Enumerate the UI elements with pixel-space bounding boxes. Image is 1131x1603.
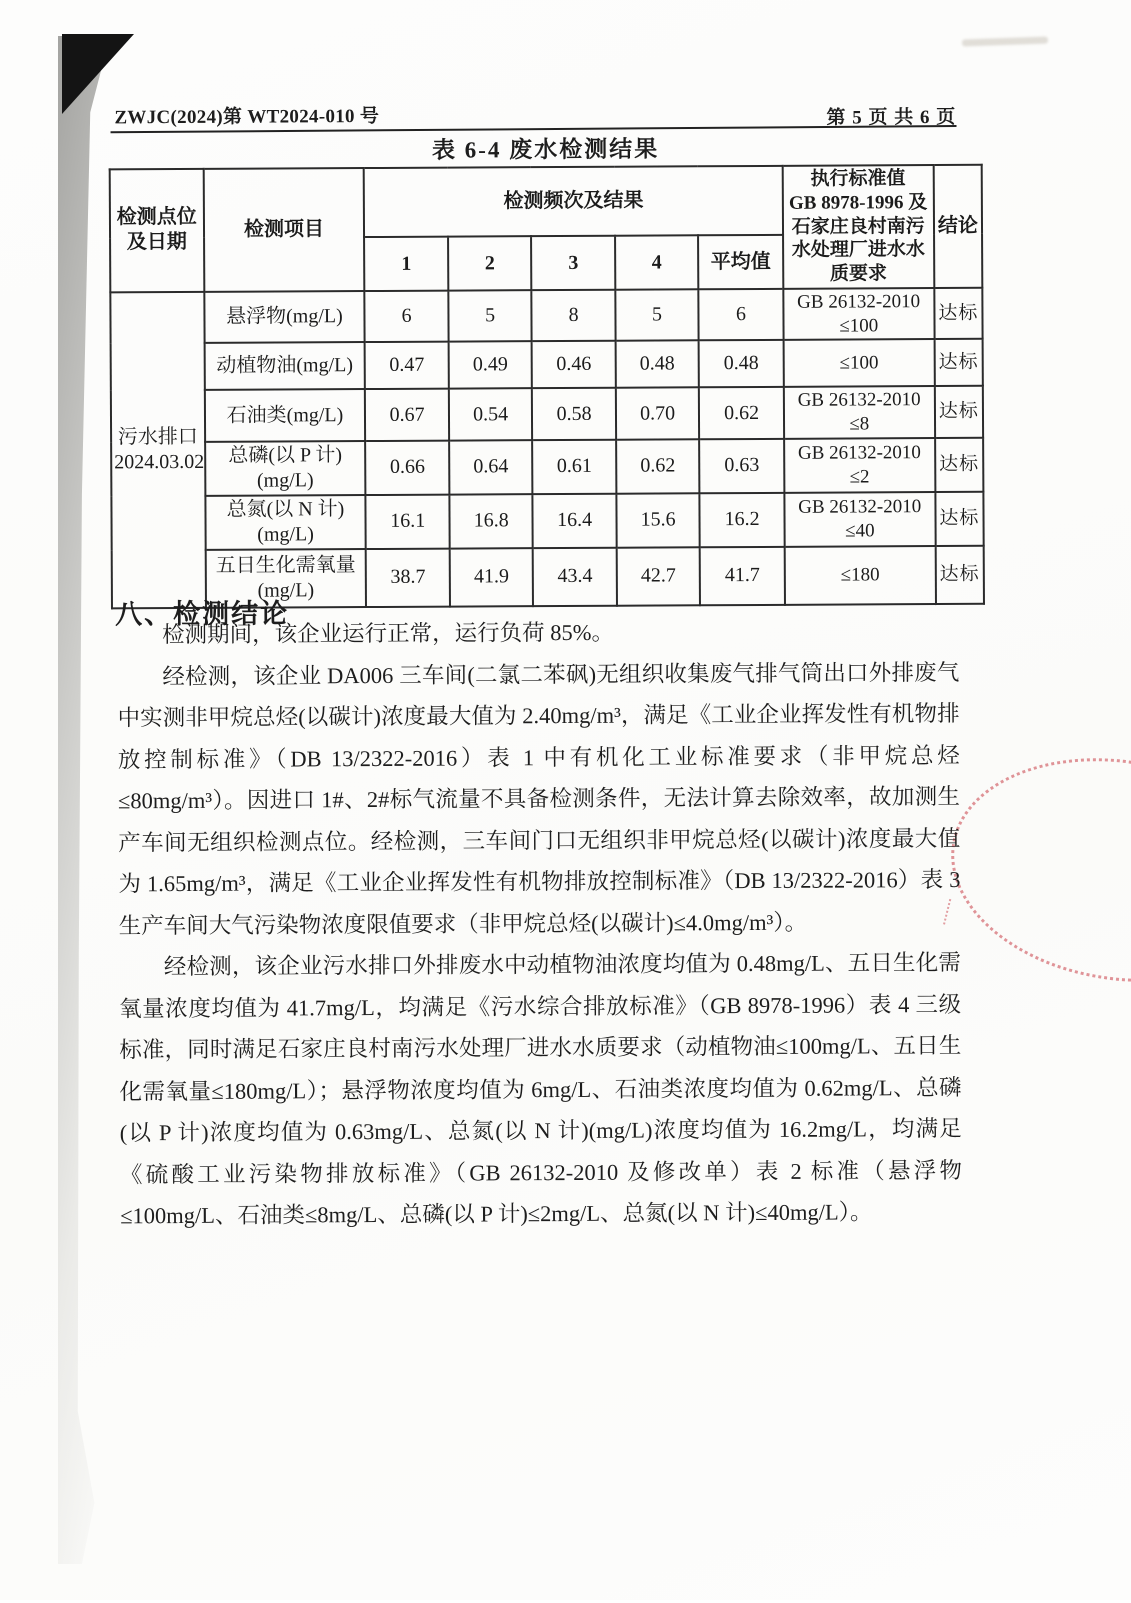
standard-cell: ≤180	[785, 546, 936, 605]
value-cell: 0.46	[532, 341, 616, 388]
value-cell: 16.8	[449, 494, 533, 548]
average-cell: 0.63	[699, 439, 784, 493]
item-cell: 总氮(以 N 计)(mg/L)	[205, 495, 366, 550]
page-indicator: 第 5 页 共 6 页	[826, 106, 957, 129]
conclusion-paragraph: 检测期间，该企业运行正常，运行负荷 85%。	[162, 619, 615, 648]
value-cell: 0.67	[365, 389, 449, 441]
conclusion-cell: 达标	[935, 492, 984, 546]
conclusion-cell: 达标	[935, 386, 984, 438]
header-average: 平均值	[698, 235, 783, 289]
value-cell: 16.4	[533, 493, 617, 547]
table-row	[111, 492, 983, 551]
item-cell: 总磷(以 P 计)(mg/L)	[205, 441, 366, 496]
conclusion-cell: 达标	[935, 546, 984, 604]
conclusion-text-block	[117, 610, 962, 1237]
conclusion-cell: 达标	[935, 438, 984, 492]
table-row	[111, 339, 983, 391]
header-point-date: 检测点位 及日期	[110, 169, 204, 292]
header-run-2: 2	[448, 237, 532, 291]
table-title: 表 6-4 废水检测结果	[431, 136, 660, 163]
table-row	[110, 288, 982, 344]
value-cell: 6	[365, 290, 449, 342]
header-run-3: 3	[531, 236, 615, 290]
standard-cell: GB 26132-2010 ≤8	[784, 386, 935, 438]
section-heading: 八、检测结论	[114, 598, 290, 630]
average-cell: 6	[699, 289, 784, 341]
value-cell: 0.54	[449, 388, 533, 440]
value-cell: 41.9	[450, 548, 534, 606]
value-cell: 0.66	[366, 440, 450, 494]
average-cell: 41.7	[700, 547, 785, 605]
value-cell: 5	[615, 289, 699, 341]
value-cell: 0.61	[532, 439, 616, 493]
value-cell: 38.7	[366, 548, 450, 606]
item-cell: 石油类(mg/L)	[204, 389, 365, 441]
average-cell: 16.2	[700, 493, 785, 547]
value-cell: 8	[532, 289, 616, 341]
header-run-4: 4	[615, 236, 699, 290]
value-cell: 0.58	[532, 388, 616, 440]
value-cell: 0.48	[615, 341, 699, 388]
header-frequency-results: 检测频次及结果	[364, 166, 783, 238]
average-cell: 0.62	[699, 387, 784, 439]
value-cell: 5	[448, 290, 532, 342]
value-cell: 43.4	[533, 547, 617, 605]
header-run-1: 1	[364, 237, 448, 291]
conclusion-paragraph: 经检测，该企业污水排口外排废水中动植物油浓度均值为 0.48mg/L、五日生化需氧量浓度均值为 41.7mg/L，均满足《污水综合排放标准》（GB 8978-1996）表 4 三级标准，同时满足石家庄良村南污水处理厂进水水质要求（动植物油≤100mg/L、五日生化需氧量≤180mg/L）；悬浮物浓度均值为 6mg/L、石油类浓度均值为 0.62mg/L、总磷(以 P 计)浓度均值为 0.63mg/L、总氮(以 N 计)(mg/L)浓度均值为 16.2mg/L，均满足《硫酸工业污染物排放标准》（GB 26132-2010 及修改单）表 2 标准（悬浮物≤100mg/L、石油类≤8mg/L、总磷(以 P 计)≤2mg/L、总氮(以 N 计)≤40mg/L）。	[119, 949, 963, 1229]
standard-cell: GB 26132-2010 ≤100	[783, 288, 934, 340]
table-row	[111, 438, 983, 497]
item-cell: 五日生化需氧量 (mg/L)	[205, 549, 366, 608]
header-standard: 执行标准值 GB 8978-1996 及 石家庄良村南污 水处理厂进水水 质要求	[783, 165, 934, 289]
value-cell: 16.1	[366, 494, 450, 548]
standard-cell: GB 26132-2010 ≤2	[784, 438, 935, 493]
value-cell: 0.49	[448, 341, 532, 388]
header-conclusion: 结论	[933, 165, 982, 288]
item-cell: 悬浮物(mg/L)	[204, 291, 365, 343]
conclusion-paragraph: 经检测，该企业 DA006 三车间(二氯二苯砜)无组织收集废气排气筒出口外排废气中实测非甲烷总烃(以碳计)浓度最大值为 2.40mg/m³，满足《工业企业挥发性有机物排放控制标准》（DB 13/2322-2016）表 1 中有机化工业标准要求（非甲烷总烃≤80mg/m³）。因进口 1#、2#标气流量不具备检测条件，无法计算去除效率，故加测生产车间无组织检测点位。经检测，三车间门口无组织非甲烷总烃(以碳计)浓度最大值为 1.65mg/m³，满足《工业企业挥发性有机物排放控制标准》（DB 13/2322-2016）表 3 生产车间大气污染物浓度限值要求（非甲烷总烃(以碳计)≤4.0mg/m³）。	[117, 659, 961, 938]
value-cell: 0.62	[616, 439, 700, 493]
wastewater-results-table	[109, 164, 985, 609]
table-row	[111, 386, 983, 442]
value-cell: 0.47	[365, 342, 449, 389]
value-cell: 15.6	[616, 493, 700, 547]
standard-cell: ≤100	[783, 339, 934, 387]
header-item: 检测项目	[203, 168, 365, 292]
value-cell: 0.64	[449, 440, 533, 494]
conclusion-cell: 达标	[934, 288, 983, 340]
document-number: ZWJC(2024)第 WT2024-010 号	[114, 105, 380, 129]
sampling-point-cell: 污水排口 2024.03.02	[110, 292, 205, 608]
standard-cell: GB 26132-2010 ≤40	[784, 492, 935, 547]
value-cell: 42.7	[617, 547, 701, 605]
conclusion-cell: 达标	[934, 339, 983, 386]
item-cell: 动植物油(mg/L)	[204, 342, 365, 390]
average-cell: 0.48	[699, 340, 784, 387]
value-cell: 0.70	[616, 388, 700, 440]
